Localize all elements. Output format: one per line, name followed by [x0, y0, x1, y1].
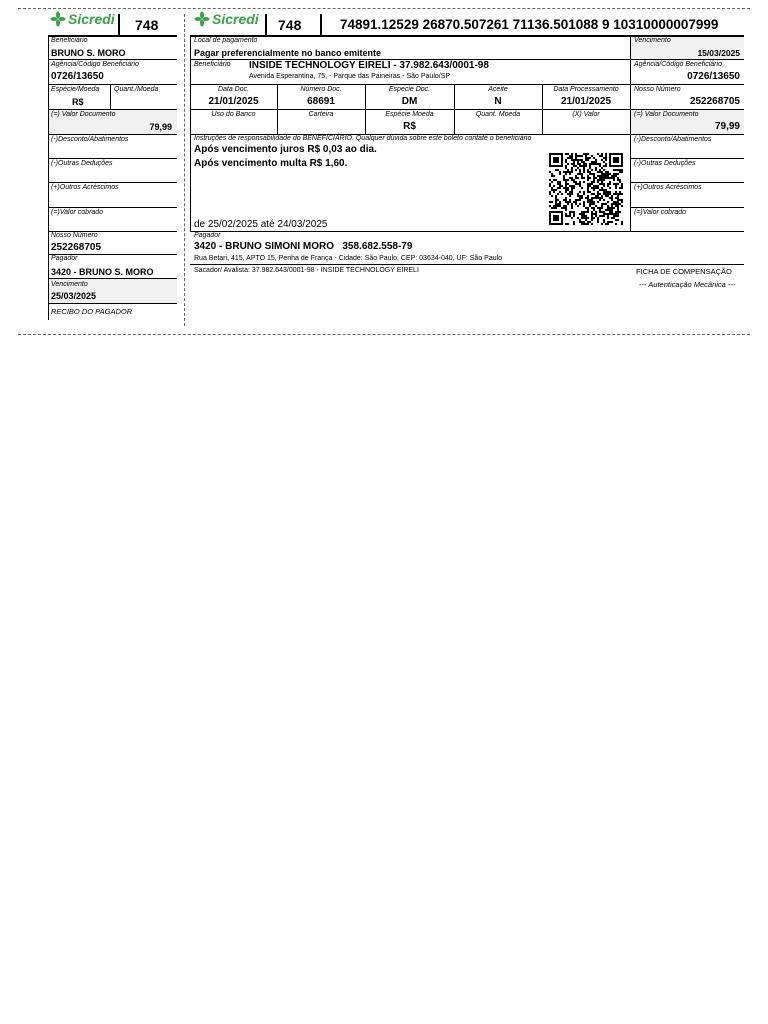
stub-cobrado-label: (=)Valor cobrado [51, 209, 104, 216]
local-label: Local de pagamento [194, 37, 258, 44]
aceite-label: Aceite [488, 86, 508, 93]
especie-doc-label: Especie Doc. [388, 86, 431, 93]
stub-venc-label: Vencimento [51, 281, 88, 288]
desconto-label: (-)Desconto/Abatimentos [634, 136, 712, 143]
stub-recibo: RECIBO DO PAGADOR [51, 307, 133, 316]
pix-qr-code-icon [549, 153, 623, 225]
stub-nosso: 252268705 [51, 242, 102, 253]
stub-agencia-label: Agência/Código Beneficiário [51, 61, 139, 68]
stub-valor-doc-label: (=) Valor Documento [51, 111, 116, 118]
instr-juros: Após vencimento juros R$ 0,03 ao dia. [194, 144, 377, 155]
stub-agencia: 0726/13650 [51, 71, 104, 82]
esp-moeda-label: Espécie Moeda [385, 111, 434, 118]
stub-especie: R$ [72, 97, 84, 107]
data-proc-label: Data Processamento [553, 86, 619, 93]
nosso-label: Nosso Número [634, 86, 681, 93]
esp-moeda: R$ [403, 121, 416, 132]
stub-nosso-label: Nosso Número [51, 232, 98, 239]
stub-beneficiario-label: Beneficiário [51, 37, 88, 44]
sicredi-logo: Sicredi [50, 11, 115, 27]
stub-deducoes-label: (-)Outras Deduções [51, 160, 113, 167]
stub-venc: 25/03/2025 [51, 291, 97, 301]
benef-label: Beneficiário [194, 61, 231, 68]
venc-label: Vencimento [634, 37, 671, 44]
stub-beneficiario: BRUNO S. MORO [51, 48, 126, 58]
carteira-label: Carteira [308, 111, 334, 118]
instr-multa: Após vencimento multa R$ 1,60. [194, 158, 348, 169]
valor-doc-label: (=) Valor Documento [634, 111, 699, 118]
num-doc: 68691 [307, 96, 335, 107]
periodo: de 25/02/2025 até 24/03/2025 [194, 219, 328, 230]
valor-doc: 79,99 [714, 121, 740, 132]
local: Pagar preferencialmente no banco emitente [194, 48, 382, 58]
pagador-addr: Rua Betari, 415, APTO 15, Penha de França - Cidade: São Paulo, CEP: 03634-040, UF: São Paulo [194, 255, 503, 262]
xvalor-label: (X) Valor [572, 111, 600, 118]
quant-label: Quant. Moeda [475, 111, 521, 118]
stub-valor-doc: 79,99 [149, 122, 172, 132]
sicredi-logo-main: Sicredi [194, 11, 259, 27]
cobrado-label: (=)Valor cobrado [634, 209, 687, 216]
sicredi-logo-icon [194, 11, 210, 27]
sacador: Sacador/ Avalista: 37.982.643/0001-98 - INSIDE TECHNOLOGY EIRELI [194, 267, 419, 274]
pagador-label: Pagador [194, 232, 221, 239]
cut-line-bottom [18, 334, 750, 335]
venc: 15/03/2025 [697, 48, 740, 58]
agencia-label: Agência/Código Beneficiário [634, 61, 722, 68]
data-doc: 21/01/2025 [208, 96, 259, 107]
deducoes-label: (-)Outras Deduções [634, 160, 696, 167]
bank-code: 748 [135, 17, 159, 33]
cut-line-vertical [184, 14, 185, 326]
especie-doc: DM [401, 96, 418, 107]
data-doc-label: Data Doc. [217, 86, 250, 93]
benef: INSIDE TECHNOLOGY EIRELI - 37.982.643/0001-98 [249, 60, 489, 71]
cut-line-top [18, 8, 750, 9]
sicredi-logo-icon [50, 11, 66, 27]
ficha: FICHA DE COMPENSAÇÃO [636, 267, 732, 276]
acrescimos-label: (+)Outros Acréscimos [634, 184, 702, 191]
stub-quant-label: Quant./Moeda [114, 86, 159, 93]
data-proc: 21/01/2025 [560, 96, 612, 107]
linha-digitavel: 74891.12529 26870.507261 71136.501088 9 10310000007999 [340, 17, 719, 32]
agencia: 0726/13650 [687, 71, 740, 82]
num-doc-label: Número Doc. [300, 86, 342, 93]
instr-label: Instruções de responsabilidade do BENEFICIÁRIO. Qualquer dúvida sobre este boleto contate o beneficiário [194, 135, 532, 142]
bank-code-main: 748 [278, 17, 302, 33]
nosso: 252268705 [689, 96, 740, 107]
autenticacao: --- Autenticação Mecânica --- [639, 280, 736, 289]
aceite: N [494, 96, 502, 107]
stub-desconto-label: (-)Desconto/Abatimentos [51, 136, 129, 143]
uso-label: Uso do Banco [211, 111, 256, 118]
stub-especie-label: Espécie/Moeda [51, 86, 100, 93]
pagador: 3420 - BRUNO SIMONI MORO 358.682.558-79 [194, 241, 413, 252]
stub-acrescimos-label: (+)Outros Acréscimos [51, 184, 119, 191]
stub-pagador: 3420 - BRUNO S. MORO [51, 267, 154, 277]
stub-pagador-label: Pagador [51, 255, 78, 262]
benef-addr: Avenida Esperantina, 75, - Parque das Paineiras - São Paulo/SP [249, 73, 451, 80]
